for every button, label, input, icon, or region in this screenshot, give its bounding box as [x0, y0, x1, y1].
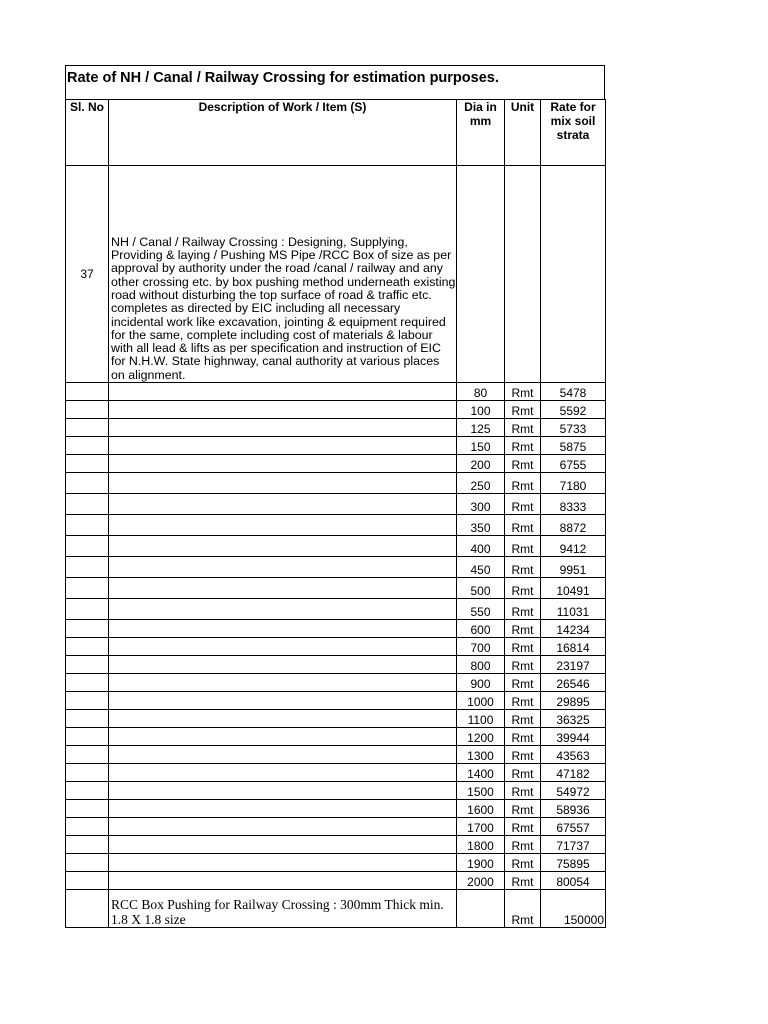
rate-cell: 67557 [541, 818, 606, 836]
table-row [66, 599, 606, 620]
dia-cell: 1900 [457, 854, 505, 872]
dia-cell: 800 [457, 656, 505, 674]
description-cell [109, 764, 457, 782]
dia-cell: 2000 [457, 872, 505, 890]
sl-cell [66, 746, 109, 764]
table-row [66, 782, 606, 800]
table-row [66, 419, 606, 437]
description-cell [109, 455, 457, 473]
sl-cell [66, 818, 109, 836]
description-cell [109, 836, 457, 854]
description-cell [109, 401, 457, 419]
unit-cell: Rmt [505, 674, 541, 692]
description-cell [109, 437, 457, 455]
unit-cell: Rmt [505, 710, 541, 728]
dia-cell: 1300 [457, 746, 505, 764]
dia-cell: 400 [457, 536, 505, 557]
dia-cell: 250 [457, 473, 505, 494]
sl-cell [66, 800, 109, 818]
rate-cell: 80054 [541, 872, 606, 890]
unit-cell: Rmt [505, 557, 541, 578]
rate-cell: 9951 [541, 557, 606, 578]
sl-cell [66, 728, 109, 746]
unit-cell: Rmt [505, 383, 541, 401]
unit-cell: Rmt [505, 854, 541, 872]
dia-cell: 1600 [457, 800, 505, 818]
footer-description: RCC Box Pushing for Railway Crossing : 300mm Thick min. 1.8 X 1.8 size [109, 890, 457, 928]
header-rate: Rate for mix soil strata [541, 100, 606, 166]
sl-cell [66, 620, 109, 638]
unit-cell: Rmt [505, 836, 541, 854]
dia-cell: 700 [457, 638, 505, 656]
header-dia: Dia in mm [457, 100, 505, 166]
sl-cell [66, 638, 109, 656]
footer-item-row [66, 890, 606, 928]
sl-cell [66, 872, 109, 890]
rate-table [65, 99, 606, 928]
unit-cell: Rmt [505, 764, 541, 782]
rate-cell: 8872 [541, 515, 606, 536]
unit-cell: Rmt [505, 494, 541, 515]
table-row [66, 710, 606, 728]
rate-cell: 43563 [541, 746, 606, 764]
rate-sheet [65, 65, 605, 928]
rate-cell: 58936 [541, 800, 606, 818]
unit-cell: Rmt [505, 782, 541, 800]
unit-cell: Rmt [505, 473, 541, 494]
table-row [66, 578, 606, 599]
item-sl-no: 37 [66, 166, 109, 383]
description-cell [109, 419, 457, 437]
rate-cell: 71737 [541, 836, 606, 854]
table-row [66, 746, 606, 764]
description-cell [109, 620, 457, 638]
table-row [66, 872, 606, 890]
rate-cell: 39944 [541, 728, 606, 746]
unit-cell: Rmt [505, 728, 541, 746]
rate-cell: 29895 [541, 692, 606, 710]
dia-cell: 200 [457, 455, 505, 473]
table-row [66, 674, 606, 692]
rate-cell: 8333 [541, 494, 606, 515]
sl-cell [66, 536, 109, 557]
rate-cell: 75895 [541, 854, 606, 872]
header-unit: Unit [505, 100, 541, 166]
table-row [66, 557, 606, 578]
table-row [66, 620, 606, 638]
unit-cell: Rmt [505, 872, 541, 890]
table-row [66, 818, 606, 836]
unit-cell: Rmt [505, 818, 541, 836]
unit-cell: Rmt [505, 599, 541, 620]
rate-cell: 9412 [541, 536, 606, 557]
dia-cell: 300 [457, 494, 505, 515]
table-row [66, 455, 606, 473]
rate-cell: 47182 [541, 764, 606, 782]
table-row [66, 401, 606, 419]
sl-cell [66, 557, 109, 578]
sl-cell [66, 764, 109, 782]
description-cell [109, 800, 457, 818]
sl-cell [66, 656, 109, 674]
description-cell [109, 557, 457, 578]
footer-rate: 150000 [541, 890, 606, 928]
dia-cell: 1500 [457, 782, 505, 800]
unit-cell: Rmt [505, 638, 541, 656]
rate-cell: 36325 [541, 710, 606, 728]
item-rate-cell [541, 166, 606, 383]
description-cell [109, 872, 457, 890]
description-cell [109, 473, 457, 494]
rate-cell: 16814 [541, 638, 606, 656]
dia-cell: 1100 [457, 710, 505, 728]
rate-cell: 5875 [541, 437, 606, 455]
unit-cell: Rmt [505, 455, 541, 473]
description-cell [109, 854, 457, 872]
description-cell [109, 782, 457, 800]
header-sl-no: Sl. No [66, 100, 109, 166]
sl-cell [66, 419, 109, 437]
rate-cell: 6755 [541, 455, 606, 473]
dia-cell: 1200 [457, 728, 505, 746]
description-cell [109, 578, 457, 599]
rate-cell: 5478 [541, 383, 606, 401]
header-row [66, 100, 606, 166]
sl-cell [66, 494, 109, 515]
sl-cell [66, 674, 109, 692]
item-description-row [66, 166, 606, 383]
table-row [66, 692, 606, 710]
dia-cell: 125 [457, 419, 505, 437]
sl-cell [66, 782, 109, 800]
dia-cell: 150 [457, 437, 505, 455]
sl-cell [66, 854, 109, 872]
description-cell [109, 515, 457, 536]
table-row [66, 515, 606, 536]
table-row [66, 728, 606, 746]
unit-cell: Rmt [505, 437, 541, 455]
dia-cell: 80 [457, 383, 505, 401]
rate-cell: 5592 [541, 401, 606, 419]
table-row [66, 473, 606, 494]
sheet-title: Rate of NH / Canal / Railway Crossing for estimation purposes. [65, 65, 605, 100]
dia-cell: 1000 [457, 692, 505, 710]
sl-cell [66, 836, 109, 854]
rate-cell: 54972 [541, 782, 606, 800]
unit-cell: Rmt [505, 692, 541, 710]
dia-cell: 600 [457, 620, 505, 638]
sl-cell [66, 383, 109, 401]
item-dia-cell [457, 166, 505, 383]
footer-dia-cell [457, 890, 505, 928]
unit-cell: Rmt [505, 578, 541, 599]
description-cell [109, 638, 457, 656]
dia-cell: 100 [457, 401, 505, 419]
description-cell [109, 656, 457, 674]
table-row [66, 800, 606, 818]
header-description: Description of Work / Item (S) [109, 100, 457, 166]
table-row [66, 638, 606, 656]
rate-cell: 26546 [541, 674, 606, 692]
dia-cell: 550 [457, 599, 505, 620]
unit-cell: Rmt [505, 401, 541, 419]
description-cell [109, 383, 457, 401]
description-cell [109, 818, 457, 836]
table-row [66, 656, 606, 674]
item-unit-cell [505, 166, 541, 383]
unit-cell: Rmt [505, 419, 541, 437]
table-row [66, 494, 606, 515]
unit-cell: Rmt [505, 800, 541, 818]
sl-cell [66, 578, 109, 599]
dia-cell: 450 [457, 557, 505, 578]
rate-cell: 10491 [541, 578, 606, 599]
sl-cell [66, 692, 109, 710]
dia-cell: 1700 [457, 818, 505, 836]
description-cell [109, 746, 457, 764]
footer-sl-cell [66, 890, 109, 928]
description-cell [109, 674, 457, 692]
unit-cell: Rmt [505, 536, 541, 557]
footer-unit: Rmt [505, 890, 541, 928]
rate-cell: 11031 [541, 599, 606, 620]
sl-cell [66, 710, 109, 728]
description-cell [109, 494, 457, 515]
description-cell [109, 710, 457, 728]
sl-cell [66, 515, 109, 536]
dia-cell: 1400 [457, 764, 505, 782]
description-cell [109, 692, 457, 710]
sl-cell [66, 401, 109, 419]
unit-cell: Rmt [505, 746, 541, 764]
unit-cell: Rmt [505, 620, 541, 638]
table-row [66, 764, 606, 782]
rate-cell: 23197 [541, 656, 606, 674]
dia-cell: 350 [457, 515, 505, 536]
table-row [66, 437, 606, 455]
dia-cell: 1800 [457, 836, 505, 854]
unit-cell: Rmt [505, 656, 541, 674]
rate-cell: 5733 [541, 419, 606, 437]
sl-cell [66, 599, 109, 620]
rate-cell: 7180 [541, 473, 606, 494]
table-row [66, 383, 606, 401]
table-row [66, 536, 606, 557]
sl-cell [66, 455, 109, 473]
item-description: NH / Canal / Railway Crossing : Designing, Supplying, Providing & laying / Pushing MS Pipe /RCC Box of size as per approval by authority under the road /canal / railway and any other crossing etc. by box pushing method underneath existing road without disturbing the top surface of road & traffic etc. completes as directed by EIC including all necessary incidental work like excavation, jointing & equipment required for the same, complete including cost of materials & labour with all lead & lifts as per specification and instruction of EIC for N.H.W. State highnway, canal authority at various places on alignment. [109, 166, 457, 383]
sl-cell [66, 473, 109, 494]
table-row [66, 836, 606, 854]
dia-cell: 900 [457, 674, 505, 692]
description-cell [109, 536, 457, 557]
sl-cell [66, 437, 109, 455]
table-row [66, 854, 606, 872]
description-cell [109, 728, 457, 746]
rate-cell: 14234 [541, 620, 606, 638]
description-cell [109, 599, 457, 620]
unit-cell: Rmt [505, 515, 541, 536]
dia-cell: 500 [457, 578, 505, 599]
